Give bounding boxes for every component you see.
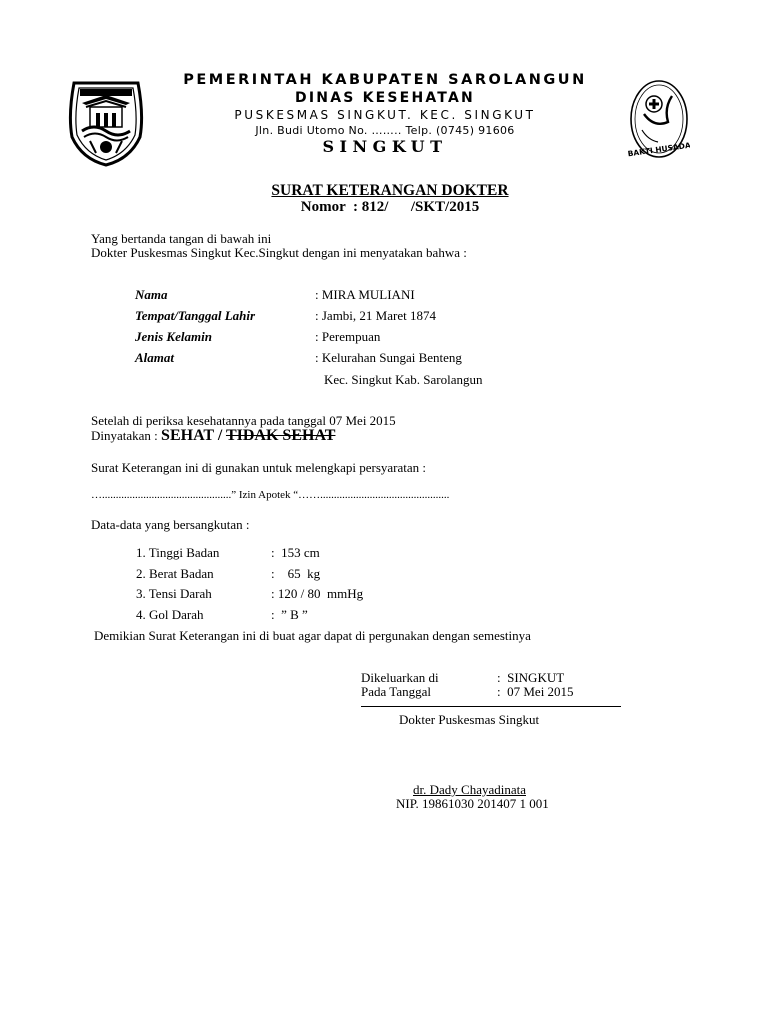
jenis-kelamin-value: : Perempuan [315,329,381,344]
purpose-fill-line: …...............................................” Izin Apotek “……............................................... [91,489,450,501]
vital-value-height: : 153 cm [271,545,320,560]
issued-date-value: : 07 Mei 2015 [497,684,574,699]
alamat-value-1: : Kelurahan Sungai Benteng [315,350,462,365]
doctor-nip: NIP. 19861030 201407 1 001 [396,796,549,811]
vital-label-blood-type: 4. Gol Darah [136,607,204,622]
vital-label-blood-pressure: 3. Tensi Darah [136,586,212,601]
nama-label: Nama [135,287,168,302]
vital-label-weight: 2. Berat Badan [136,566,214,581]
nama-value: : MIRA MULIANI [315,287,415,302]
vital-label-height: 1. Tinggi Badan [136,545,220,560]
ttl-value: : Jambi, 21 Maret 1874 [315,308,436,323]
header-city-line: SINGKUT [322,137,448,156]
sehat-option: SEHAT / [161,427,226,444]
intro-line-1: Yang bertanda tangan di bawah ini [91,231,272,246]
header-government-line: PEMERINTAH KABUPATEN SAROLANGUN [183,72,587,88]
issued-place-label: Dikeluarkan di [361,670,439,685]
signer-role: Dokter Puskesmas Singkut [399,712,540,727]
declaration-line [91,427,335,445]
tidak-sehat-option: TIDAK SEHAT [225,427,336,444]
vital-value-weight: : 65 kg [271,566,321,581]
vital-value-blood-pressure: : 120 / 80 mmHg [271,586,364,601]
svg-text:BAKTI HUSADA: BAKTI HUSADA [628,140,690,159]
issued-place-value: : SINGKUT [497,670,565,685]
purpose-line: Surat Keterangan ini di gunakan untuk melengkapi persyaratan : [91,460,427,475]
alamat-label: Alamat [135,350,175,365]
declaration-prefix: Dinyatakan : [91,428,162,443]
vital-value-blood-type: : ” B ” [271,607,308,622]
alamat-value-2: Kec. Singkut Kab. Sarolangun [324,372,483,387]
doctor-name: dr. Dady Chayadinata [413,782,526,797]
signature-divider [361,706,621,707]
issued-date-label: Pada Tanggal [361,684,431,699]
examination-date-line: Setelah di periksa kesehatannya pada tanggal 07 Mei 2015 [91,413,396,428]
header-puskesmas-line: PUSKESMAS SINGKUT. KEC. SINGKUT [234,108,536,122]
closing-statement: Demikian Surat Keterangan ini di buat agar dapat di pergunakan dengan semestinya [94,628,531,643]
jenis-kelamin-label: Jenis Kelamin [135,329,212,344]
document-title: SURAT KETERANGAN DOKTER [271,182,509,199]
header-address-line: Jln. Budi Utomo No. …….. Telp. (0745) 91606 [255,124,515,137]
intro-line-2: Dokter Puskesmas Singkut Kec.Singkut dengan ini menyatakan bahwa : [91,245,467,260]
vitals-heading: Data-data yang bersangkutan : [91,517,250,532]
document-number: Nomor : 812/ /SKT/2015 [300,199,480,215]
ttl-label: Tempat/Tanggal Lahir [135,308,256,323]
header-health-office-line: DINAS KESEHATAN [295,90,475,106]
